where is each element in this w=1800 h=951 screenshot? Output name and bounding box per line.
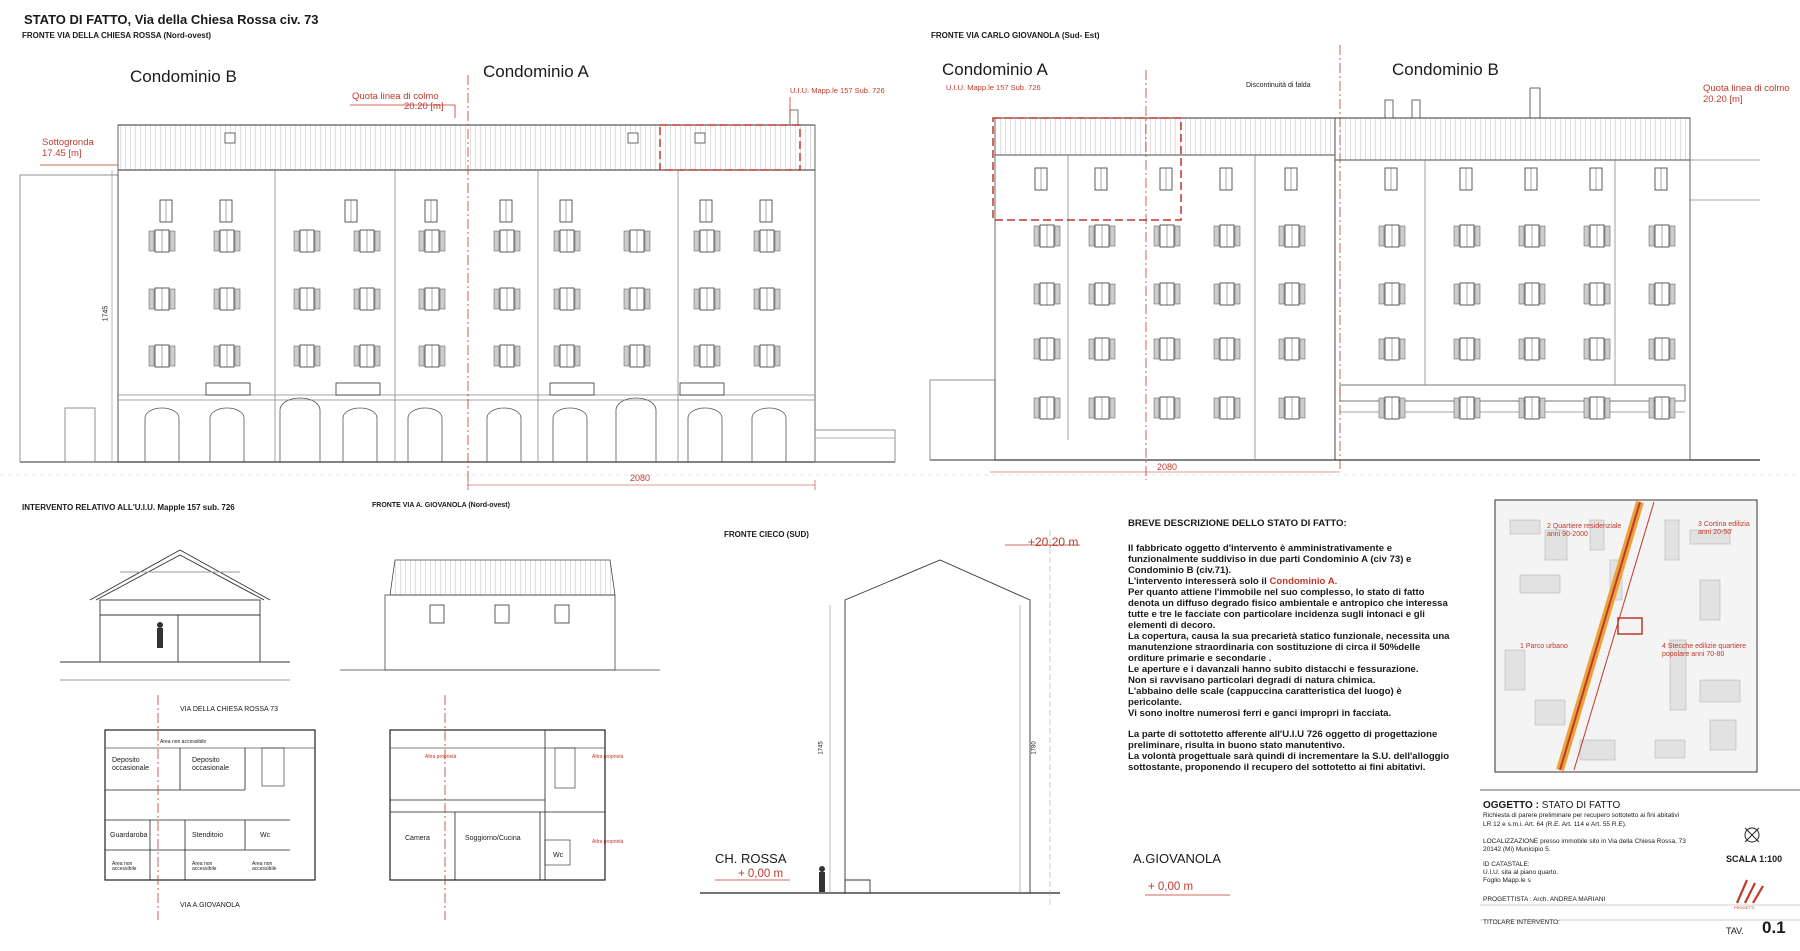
descrizione-p2: Per quanto attiene l'immobile nel suo complesso, lo stato di fatto denota un diffuso degrado fisico ambientale e antropico che interessa tutte e tre le facciate con particolare incidenza sugli intonaci e gli elementi di decoro.	[1128, 587, 1448, 631]
sheet-title: STATO DI FATTO, Via della Chiesa Rossa civ. 73	[24, 12, 319, 27]
window	[1160, 168, 1172, 190]
window	[1519, 338, 1545, 360]
window	[1089, 225, 1115, 247]
cartiglio-localizzazione: LOCALIZZAZIONE presso immobile sito in Via della Chiesa Rossa, 73 20142 (Mi) Municipio 5.	[1483, 838, 1686, 853]
window	[1584, 338, 1610, 360]
cartiglio-lr: LR 12 e s.m.i. Art. 64 (R.E. Art. 114 e Art. 55 R.E).	[1483, 821, 1627, 828]
window	[1584, 225, 1610, 247]
window	[694, 288, 720, 310]
window	[354, 230, 380, 252]
window	[1460, 168, 1472, 190]
giovanola-small-title: FRONTE VIA A. GIOVANOLA (Nord-ovest)	[372, 502, 510, 509]
nw-sottogronda-label: Sottogronda	[42, 137, 94, 148]
window	[354, 288, 380, 310]
plan-attic-2	[390, 730, 605, 880]
room-guardaroba: Guardaroba	[110, 832, 148, 839]
elevation-giovanola-se	[930, 88, 1760, 460]
logo-mark	[1737, 880, 1763, 903]
window	[700, 200, 712, 222]
room-deposito-2: Deposito occasionale	[192, 757, 229, 772]
window	[1279, 397, 1305, 419]
cartiglio-uiu: U.I.U. sita al piano quarto.	[1483, 869, 1559, 876]
room-non-accessibile-4: Area non accessibile	[252, 861, 277, 872]
window	[500, 200, 512, 222]
location-map	[1495, 500, 1757, 772]
window	[1034, 338, 1060, 360]
descrizione-p6: L'abbaino delle scale (cappuccina caratteristica del luogo) è pericolante.	[1128, 686, 1402, 708]
plan-street-bottom: VIA A.GIOVANOLA	[180, 902, 240, 909]
windows-se	[1034, 168, 1675, 419]
window	[160, 200, 172, 222]
room-non-accessibile-3: Area non accessibile	[192, 861, 217, 872]
descrizione-p7: Vi sono inoltre numerosi ferri e ganci impropri in facciata.	[1128, 708, 1392, 719]
cieco-giovanola: A.GIOVANOLA	[1133, 851, 1221, 866]
nw-sottogronda-value: 17.45 [m]	[42, 148, 82, 159]
cieco-quota-top: +20,20 m	[1028, 535, 1079, 549]
window	[624, 288, 650, 310]
descrizione-p8: La parte di sottotetto afferente all'U.I.U 726 oggetto di progettazione preliminare, risulta in buono stato manutentivo.	[1128, 729, 1438, 751]
room-non-accessibile-2: Area non accessibile	[112, 861, 137, 872]
window	[1220, 168, 1232, 190]
window	[149, 345, 175, 367]
window	[1089, 338, 1115, 360]
window	[1649, 225, 1675, 247]
descrizione-p3: La copertura, causa la sua precarietà statico funzionale, necessita una manutenzione straordinaria con sostituzione di circa il 50%delle orditure primarie e secondarie .	[1128, 631, 1450, 664]
oggetto-label: OGGETTO :	[1483, 800, 1539, 811]
se-discontinuita-label: Discontinuità di falda	[1246, 82, 1311, 89]
cieco-h1: 1745	[818, 741, 825, 755]
descrizione-p1: Il fabbricato oggetto d'intervento è amministrativamente e funzionalmente suddiviso in due parti Condominio A (civ 73) e Condominio B (civ.71).	[1128, 543, 1412, 576]
descrizione-heading: BREVE DESCRIZIONE DELLO STATO DI FATTO:	[1128, 518, 1347, 529]
window	[1154, 283, 1180, 305]
se-quota-colmo-label: Quota linea di colmo	[1703, 83, 1790, 94]
nw-label-condominio-a: Condominio A	[483, 62, 589, 81]
se-label-condominio-b: Condominio B	[1392, 60, 1499, 79]
nw-uiu-label: U.I.U. Mapp.le 157 Sub. 726	[790, 86, 885, 95]
map-legend-2: 2 Quartiere residenziale anni 90-2000	[1547, 523, 1622, 538]
nw-height-dimension: 1745	[102, 305, 110, 322]
window	[1649, 338, 1675, 360]
oggetto-value: STATO DI FATTO	[1541, 800, 1621, 811]
window	[1454, 283, 1480, 305]
window	[1095, 168, 1107, 190]
descrizione-block	[1128, 518, 1458, 773]
window	[1279, 225, 1305, 247]
window	[419, 230, 445, 252]
window	[1649, 397, 1675, 419]
window	[1214, 338, 1240, 360]
elevation-chiesa-rossa	[20, 110, 895, 462]
descrizione-p1b	[1128, 576, 1458, 587]
window	[1590, 168, 1602, 190]
cartiglio-catastale: ID CATASTALE:	[1483, 861, 1530, 868]
window	[1519, 225, 1545, 247]
descrizione-p5: Non si ravvisano particolari degradi di natura chimica.	[1128, 675, 1376, 686]
elevation-fronte-cieco	[700, 560, 1060, 893]
intervento-title: INTERVENTO RELATIVO ALL'U.I.U. Mapple 157 sub. 726	[22, 503, 235, 512]
window	[1584, 397, 1610, 419]
window	[1584, 283, 1610, 305]
se-dimension: 2080	[1157, 462, 1178, 472]
cartiglio-progettista: PROGETTISTA : Arch. ANDREA MARIANI	[1483, 896, 1606, 903]
window	[220, 200, 232, 222]
window	[1454, 397, 1480, 419]
room-wc-2: Wc	[553, 852, 564, 859]
descrizione-p9: La volontà progettuale sarà quindi di incrementare la S.U. dell'alloggio sottostante, proponendo il recupero del sottotetto ai fini abitativi.	[1128, 751, 1450, 773]
plan-attic-1	[105, 730, 315, 880]
map-legend-4: 4 Stecche edilizie quartiere popolare anni 70-80	[1662, 643, 1747, 658]
room-stenditoio: Stenditoio	[192, 832, 224, 839]
window	[425, 200, 437, 222]
window	[554, 288, 580, 310]
descrizione-condominio-a: Condominio A.	[1269, 576, 1338, 587]
nw-quota-colmo-label: Quota linea di colmo	[352, 91, 439, 102]
window	[1214, 397, 1240, 419]
room-non-accessibile-1: Area non accessibile	[160, 739, 207, 745]
window	[149, 230, 175, 252]
cieco-title: FRONTE CIECO (SUD)	[724, 530, 809, 539]
window	[1214, 225, 1240, 247]
descrizione-p4: Le aperture e i davanzali hanno subito distacchi e fessurazione.	[1128, 664, 1419, 675]
window	[1519, 283, 1545, 305]
room-camera: Camera	[405, 835, 430, 842]
window	[294, 345, 320, 367]
window	[754, 345, 780, 367]
se-uiu-label: U.I.U. Mapp.le 157 Sub. 726	[946, 83, 1041, 92]
room-altra-proprieta-3: Altra proprietà	[592, 839, 624, 845]
window	[554, 230, 580, 252]
window	[1154, 397, 1180, 419]
cieco-ch-rossa-quota: + 0,00 m	[738, 868, 784, 880]
window	[694, 230, 720, 252]
window	[1154, 225, 1180, 247]
window	[1379, 283, 1405, 305]
cartiglio-richiesta: Richiesta di parere preliminare per recupero sottotetto ai fini abitativi	[1483, 812, 1680, 819]
se-quota-colmo-value: 20.20 [m]	[1703, 94, 1743, 105]
se-label-condominio-a: Condominio A	[942, 60, 1048, 79]
window	[624, 345, 650, 367]
window	[1214, 283, 1240, 305]
window	[1454, 225, 1480, 247]
window	[345, 200, 357, 222]
cartiglio-foglio: Foglio Mapp.le s	[1483, 877, 1531, 884]
descrizione-p1b-text: L'intervento interesserà solo il	[1128, 576, 1270, 587]
window	[1655, 168, 1667, 190]
window	[1285, 168, 1297, 190]
window	[560, 200, 572, 222]
plan-street-top: VIA DELLA CHIESA ROSSA 73	[180, 706, 279, 713]
window	[419, 288, 445, 310]
room-altra-proprieta-2: Altra proprietà	[592, 754, 624, 760]
window	[1034, 225, 1060, 247]
window	[1089, 397, 1115, 419]
room-soggiorno: Soggiorno/Cucina	[465, 835, 521, 842]
window	[1279, 283, 1305, 305]
window	[1379, 397, 1405, 419]
window	[294, 288, 320, 310]
window	[1379, 225, 1405, 247]
window	[1035, 168, 1047, 190]
window	[494, 288, 520, 310]
window	[1034, 397, 1060, 419]
nw-elevation-title: FRONTE VIA DELLA CHIESA ROSSA (Nord-ovest)	[22, 31, 212, 40]
window	[1034, 283, 1060, 305]
window	[1385, 168, 1397, 190]
se-elevation-title: FRONTE VIA CARLO GIOVANOLA (Sud- Est)	[931, 31, 1100, 40]
cartiglio-tav-label: TAV.	[1726, 926, 1744, 936]
window	[554, 345, 580, 367]
window	[760, 200, 772, 222]
window	[149, 288, 175, 310]
window	[354, 345, 380, 367]
window	[754, 230, 780, 252]
window	[1519, 397, 1545, 419]
cieco-giovanola-quota: + 0,00 m	[1148, 881, 1194, 893]
window	[1649, 283, 1675, 305]
cieco-h2: 1780	[1031, 741, 1038, 755]
window	[624, 230, 650, 252]
window	[1379, 338, 1405, 360]
nw-dimension: 2080	[630, 473, 651, 483]
room-wc-1: Wc	[260, 832, 271, 839]
cartiglio-tav-number: 0.1	[1762, 918, 1786, 937]
cieco-ch-rossa: CH. ROSSA	[715, 851, 787, 866]
window	[1454, 338, 1480, 360]
window	[1525, 168, 1537, 190]
window	[754, 288, 780, 310]
window	[214, 230, 240, 252]
window	[419, 345, 445, 367]
window	[1279, 338, 1305, 360]
cartiglio-titolare: TITOLARE INTERVENTO:	[1483, 919, 1560, 926]
window	[214, 345, 240, 367]
window	[214, 288, 240, 310]
room-deposito-1: Deposito occasionale	[112, 757, 149, 772]
window	[494, 230, 520, 252]
logo-text: PROGETTI	[1734, 905, 1755, 910]
room-altra-proprieta-1: Altra proprietà	[425, 754, 457, 760]
window	[494, 345, 520, 367]
map-legend-3: 3 Cortina edilizia anni 20-50'	[1698, 521, 1750, 536]
cartiglio-oggetto	[1483, 801, 1620, 811]
window	[1154, 338, 1180, 360]
map-legend-1: 1 Parco urbano	[1520, 643, 1568, 650]
section-uiu	[60, 550, 290, 680]
window	[694, 345, 720, 367]
window	[294, 230, 320, 252]
nw-label-condominio-b: Condominio B	[130, 67, 237, 86]
window	[1089, 283, 1115, 305]
windows-nw	[149, 200, 780, 367]
cartiglio-scala: SCALA 1:100	[1726, 854, 1783, 864]
nw-quota-colmo-value: 20.20 [m]	[404, 101, 444, 112]
